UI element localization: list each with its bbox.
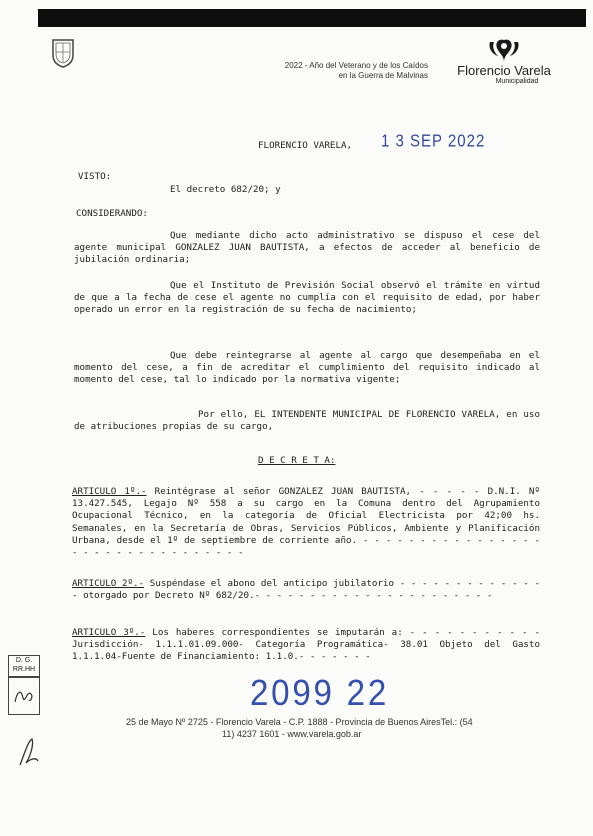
article-2-label: ARTICULO 2º.-: [72, 578, 145, 589]
date-city: FLORENCIO VARELA,: [258, 140, 353, 151]
article-3-label: ARTICULO 3º.-: [72, 627, 146, 638]
footer-line-2: 11) 4237 1601 - www.varela.gob.ar: [222, 729, 362, 739]
considerando-paragraph-2: Que el Instituto de Previsión Social observó el trámite en virtud de que a la fecha de cese el agente no cumplía con el requisito de edad, por haber operado un error en la registración de su fecha de nacimiento;: [74, 280, 540, 316]
considerando-label: CONSIDERANDO:: [76, 208, 148, 219]
dg-box-line-2: RR.HH: [12, 666, 36, 673]
date-stamp: 1 3 SEP 2022: [381, 131, 486, 152]
florencio-varela-logo: [452, 36, 556, 94]
article-2: [72, 578, 540, 602]
handwritten-initials-icon: [9, 678, 39, 714]
article-1-label: ARTICULO 1º.-: [72, 486, 147, 497]
commemorative-tagline: [232, 61, 428, 81]
article-3-text: Los haberes correspondientes se imputarán a: - - - - - - - - - - - Jurisdicción- 1.1.1.01.09.000- Categoría Programática- 38.01 Objeto del Gasto 1.1.1.04-Fuente de Financiamiento: 1.1.0.- - - - - - -: [72, 627, 540, 663]
municipal-shield-icon: [50, 37, 76, 69]
initials-box: [8, 677, 40, 715]
logo-subtitle: Municipalidad: [495, 78, 539, 85]
article-2-text: Suspéndase el abono del anticipo jubilatorio - - - - - - - - - - - - - - otorgado por Decreto Nº 682/20.- - - - - - - - - - - - - - - - - - - - - -: [72, 578, 540, 602]
municipality-emblem-icon: [484, 36, 524, 64]
visto-label: VISTO:: [78, 171, 112, 182]
considerando-paragraph-3: Que debe reintegrarse al agente al cargo que desempeñaba en el momento del cese, a fin de acreditar el cumplimiento del requisito indicado al momento del cese, tal lo indicado por la normativa vigente;: [74, 350, 540, 386]
decreta-heading: D E C R E T A:: [258, 455, 336, 466]
logo-name: Florencio Varela: [457, 63, 551, 78]
handwritten-signature-icon: [16, 735, 40, 771]
article-1-text: Reintégrase al señor GONZALEZ JUAN BAUTISTA, - - - - - D.N.I. Nº 13.427.545, Legajo Nº 558 a su cargo en la Comuna dentro del Agrupamiento Ocupacional Técnico, en la categoría de Oficial Electricista por 42;00 hs. Semanales, en la Secretaría de Obras, Servicios Públicos, Ambiente y Planificación Urbana, desde el 1º de septiembre de corriente año. - - - - - - - - - - - - - - - - - - - - - - - - - - - - - - - -: [72, 486, 540, 559]
article-1: [72, 486, 540, 559]
top-black-bar: [38, 9, 586, 27]
decree-number: 2099 22: [250, 672, 390, 713]
considerando-paragraph-4: Por ello, EL INTENDENTE MUNICIPAL DE FLORENCIO VARELA, en uso de atribuciones propias de su cargo,: [74, 409, 540, 433]
tagline-line-1: 2022 - Año del Veterano y de los Caídos: [284, 61, 428, 70]
dg-rrhh-box: [8, 655, 40, 677]
considerando-paragraph-1: Que mediante dicho acto administrativo se dispuso el cese del agente municipal GONZALEZ JUAN BAUTISTA, a efectos de acceder al beneficio de jubilación ordinaria;: [74, 230, 540, 266]
footer-line-1: 25 de Mayo Nº 2725 - Florencio Varela - C.P. 1888 - Provincia de Buenos AiresTel.: (54: [126, 717, 473, 727]
article-3: [72, 627, 540, 664]
footer-address: [126, 716, 526, 740]
visto-text: El decreto 682/20; y: [170, 184, 281, 195]
tagline-line-2: en la Guerra de Malvinas: [338, 71, 428, 80]
dg-box-line-1: D. G.: [15, 657, 33, 664]
